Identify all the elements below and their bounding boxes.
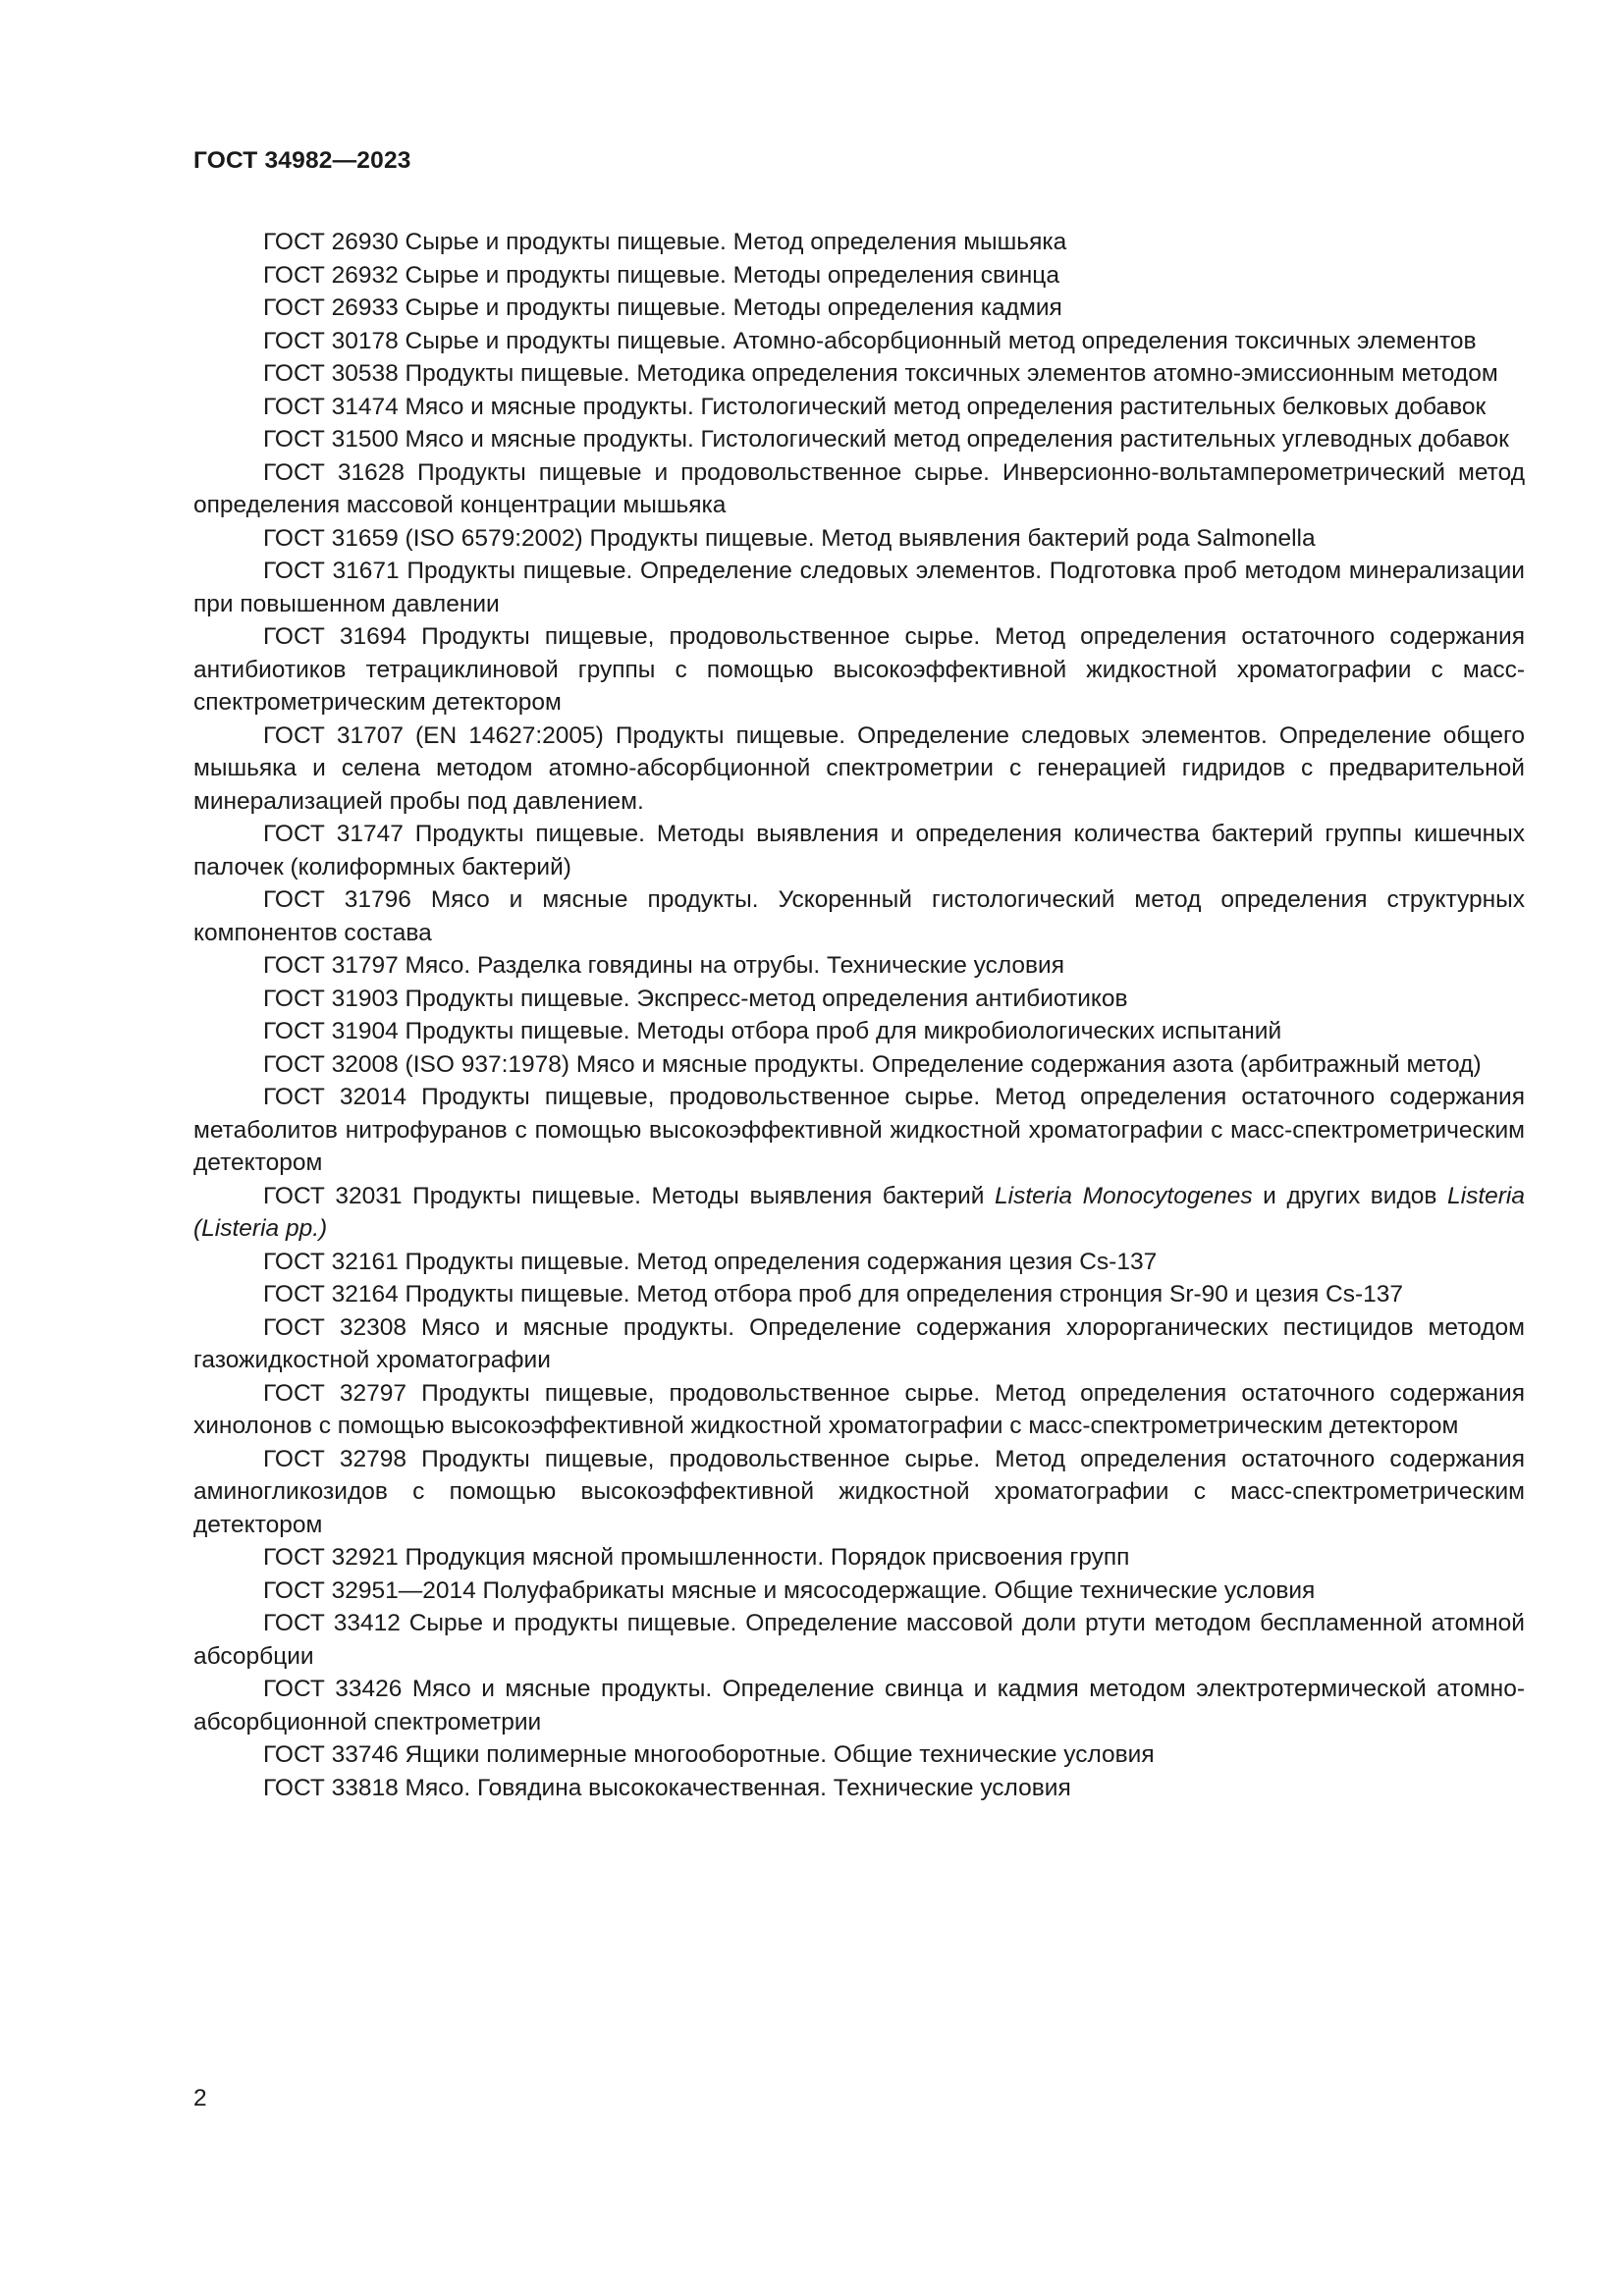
reference-item: [193, 1377, 1525, 1443]
reference-item: [193, 1015, 1525, 1048]
reference-text: ГОСТ 31747 Продукты пищевые. Методы выявления и определения количества бактерий группы кишечных палочек (колиформных бактерий): [193, 821, 1525, 881]
reference-text: ГОСТ 26932 Сырье и продукты пищевые. Методы определения свинца: [263, 261, 1059, 289]
reference-text: ГОСТ 31671 Продукты пищевые. Определение следовых элементов. Подготовка проб методом минерализации при повышенном давлении: [193, 558, 1525, 617]
reference-text: ГОСТ 31796 Мясо и мясные продукты. Ускоренный гистологический метод определения структурных компонентов состава: [193, 886, 1525, 946]
reference-text: ГОСТ 32951—2014 Полуфабрикаты мясные и мясосодержащие. Общие технические условия: [263, 1576, 1316, 1604]
reference-text: ГОСТ 30538 Продукты пищевые. Методика определения токсичных элементов атомно-эмиссионным методом: [263, 360, 1498, 387]
reference-text: ГОСТ 32161 Продукты пищевые. Метод определения содержания цезия Cs-137: [263, 1248, 1158, 1275]
reference-item: [193, 456, 1525, 522]
italic-text: Listeria Monocytogenes: [995, 1182, 1253, 1209]
reference-item: [193, 259, 1525, 293]
reference-item: [193, 949, 1525, 983]
reference-text: ГОСТ 30178 Сырье и продукты пищевые. Атомно-абсорбционный метод определения токсичных элементов: [263, 327, 1477, 354]
italic-text: Listeria (Listeria pp.): [193, 1182, 1525, 1242]
reference-item: [193, 1541, 1525, 1575]
reference-text: ГОСТ 32031 Продукты пищевые. Методы выявления бактерий: [263, 1182, 996, 1209]
reference-text: ГОСТ 33818 Мясо. Говядина высококачественная. Технические условия: [263, 1774, 1071, 1801]
reference-item: [193, 325, 1525, 358]
reference-item: [193, 1575, 1525, 1608]
reference-text: ГОСТ 32014 Продукты пищевые, продовольственное сырье. Метод определения остаточного содержания метаболитов нитрофуранов с помощью высокоэффективной жидкостной хроматографии с масс-спектрометрическим детектором: [193, 1084, 1525, 1176]
reference-text: ГОСТ 32798 Продукты пищевые, продовольственное сырье. Метод определения остаточного содержания аминогликозидов с помощью высокоэффективной жидкостной хроматографии с масс-спектрометрическим детектором: [193, 1445, 1525, 1538]
reference-text: ГОСТ 31797 Мясо. Разделка говядины на отрубы. Технические условия: [263, 952, 1065, 979]
reference-item: [193, 1278, 1525, 1311]
document-header: ГОСТ 34982—2023: [193, 147, 411, 174]
reference-text: ГОСТ 32921 Продукция мясной промышленности. Порядок присвоения групп: [263, 1544, 1130, 1571]
reference-item: [193, 883, 1525, 949]
reference-text: ГОСТ 31628 Продукты пищевые и продовольственное сырье. Инверсионно-вольтамперометрический метод определения массовой концентрации мышьяка: [193, 458, 1525, 518]
reference-item: [193, 391, 1525, 424]
reference-item: [193, 1081, 1525, 1180]
reference-text: ГОСТ 31694 Продукты пищевые, продовольственное сырье. Метод определения остаточного содержания антибиотиков тетрациклиновой группы с помощью высокоэффективной жидкостной хроматографии с масс-спектрометрическим детектором: [193, 623, 1525, 716]
reference-text: ГОСТ 26933 Сырье и продукты пищевые. Методы определения кадмия: [263, 294, 1062, 321]
reference-item: [193, 818, 1525, 883]
reference-item: [193, 1673, 1525, 1738]
reference-item: [193, 1180, 1525, 1246]
reference-text: ГОСТ 32008 (ISO 937:1978) Мясо и мясные продукты. Определение содержания азота (арбитражный метод): [263, 1050, 1482, 1078]
reference-text: ГОСТ 31707 (EN 14627:2005) Продукты пищевые. Определение следовых элементов. Определение общего мышьяка и селена методом атомно-абсорбционной спектрометрии с генерацией гидридов с предварительной минерализацией пробы под давлением.: [193, 721, 1525, 815]
reference-text: ГОСТ 31474 Мясо и мясные продукты. Гистологический метод определения растительных белковых добавок: [263, 393, 1487, 420]
reference-text: ГОСТ 31903 Продукты пищевые. Экспресс-метод определения антибиотиков: [263, 985, 1128, 1012]
reference-item: [193, 720, 1525, 819]
reference-item: [193, 357, 1525, 391]
reference-text: ГОСТ 33746 Ящики полимерные многооборотные. Общие технические условия: [263, 1741, 1155, 1768]
reference-item: [193, 1246, 1525, 1279]
reference-item: [193, 226, 1525, 259]
page-number: 2: [193, 2085, 207, 2111]
reference-item: [193, 1772, 1525, 1805]
reference-text: ГОСТ 31500 Мясо и мясные продукты. Гистологический метод определения растительных углеводных добавок: [263, 426, 1509, 453]
reference-text: ГОСТ 31904 Продукты пищевые. Методы отбора проб для микробиологических испытаний: [263, 1018, 1282, 1044]
reference-text: и других видов: [1252, 1182, 1448, 1209]
reference-text: ГОСТ 32797 Продукты пищевые, продовольственное сырье. Метод определения остаточного содержания хинолонов с помощью высокоэффективной жидкостной хроматографии с масс-спектрометрическим детектором: [193, 1379, 1525, 1439]
reference-item: [193, 423, 1525, 456]
reference-item: [193, 555, 1525, 620]
reference-text: ГОСТ 33426 Мясо и мясные продукты. Определение свинца и кадмия методом электротермической атомно-абсорбционной спектрометрии: [193, 1676, 1525, 1735]
reference-item: [193, 522, 1525, 556]
reference-item: [193, 1738, 1525, 1772]
reference-text: ГОСТ 32308 Мясо и мясные продукты. Определение содержания хлорорганических пестицидов методом газожидкостной хроматографии: [193, 1313, 1525, 1373]
reference-item: [193, 1443, 1525, 1542]
reference-text: ГОСТ 26930 Сырье и продукты пищевые. Метод определения мышьяка: [263, 229, 1067, 255]
reference-item: [193, 1607, 1525, 1673]
normative-references-list: [193, 226, 1525, 1804]
reference-text: ГОСТ 31659 (ISO 6579:2002) Продукты пищевые. Метод выявления бактерий рода Salmonella: [263, 524, 1316, 552]
reference-item: [193, 1311, 1525, 1377]
reference-item: [193, 620, 1525, 720]
reference-item: [193, 983, 1525, 1016]
reference-item: [193, 292, 1525, 325]
reference-text: ГОСТ 32164 Продукты пищевые. Метод отбора проб для определения стронция Sr-90 и цезия Cs-137: [263, 1281, 1404, 1308]
reference-text: ГОСТ 33412 Сырье и продукты пищевые. Определение массовой доли ртути методом беспламенной атомной абсорбции: [193, 1610, 1525, 1670]
reference-item: [193, 1048, 1525, 1082]
